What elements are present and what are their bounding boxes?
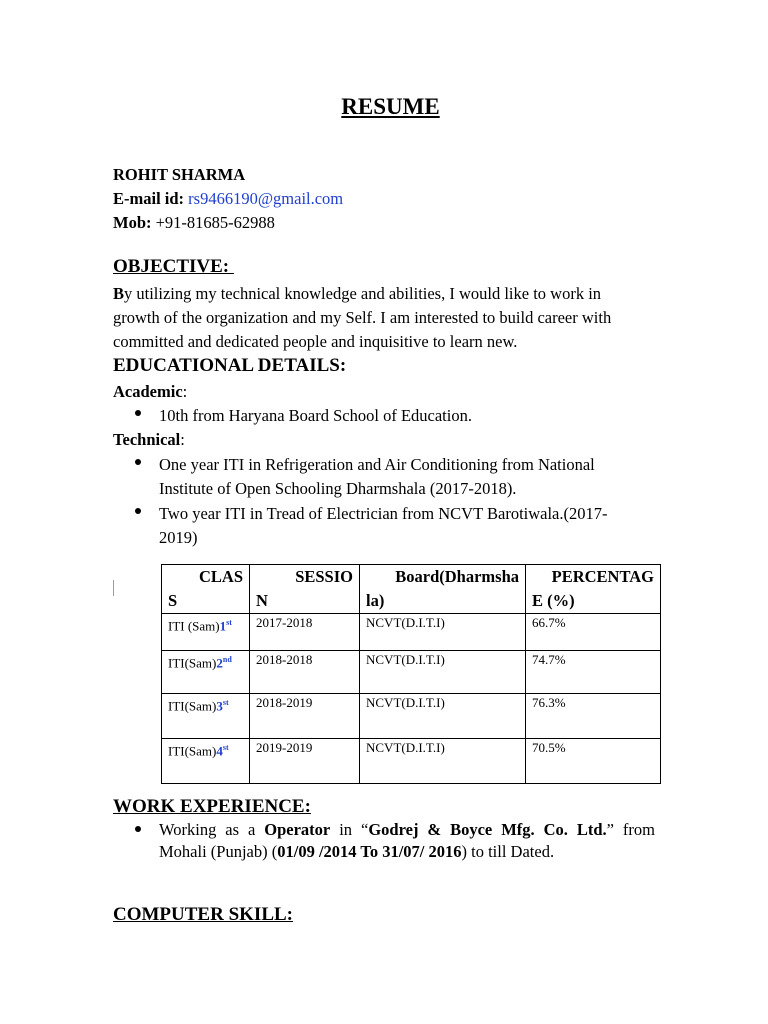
cell-session: 2017-2018 [250,614,360,651]
table-header-row [162,565,661,614]
table-row [162,694,661,739]
work-line-1: Working as a Operator in “Godrej & Boyce Mfg. Co. Ltd.” from [159,820,655,839]
email-row [113,187,343,211]
cell-class: ITI(Sam)3st [162,694,250,739]
technical-item-1-line-2: Institute of Open Schooling Dharmshala (2017-2018). [159,479,517,498]
candidate-name: ROHIT SHARMA [113,165,246,184]
header-class: CLAS S [162,565,250,614]
work-role: Operator [264,820,331,839]
table-row [162,651,661,694]
objective-heading: OBJECTIVE: [113,256,234,277]
cell-session: 2019-2019 [250,739,360,784]
objective-line-2: growth of the organization and my Self. I am interested to build career with [113,308,612,327]
cell-board: NCVT(D.I.T.I) [360,614,526,651]
technical-label: Technical [113,430,181,449]
cell-percentage: 74.7% [526,651,661,694]
cell-session: 2018-2018 [250,651,360,694]
bullet-icon [135,508,141,514]
work-line-2: Mohali (Punjab) (01/09 /2014 To 31/07/ 2016) to till Dated. [159,842,555,861]
technical-item-2-line-2: 2019) [159,528,198,547]
email-label: E-mail id: [113,189,185,208]
academic-item: 10th from Haryana Board School of Education. [159,406,472,425]
objective-text-1: y utilizing my technical knowledge and abilities, I would like to work in [124,284,602,303]
technical-item-2-line-1: Two year ITI in Tread of Electrician from NCVT Barotiwala.(2017- [159,504,608,523]
table-row [162,739,661,784]
page-title: RESUME [341,94,440,119]
cell-percentage: 70.5% [526,739,661,784]
bullet-icon [135,410,141,416]
cell-class: ITI(Sam)2nd [162,651,250,694]
objective-drop-letter: B [113,284,125,303]
education-table [161,564,661,784]
header-percentage: PERCENTAG E (%) [526,565,661,614]
cell-percentage: 66.7% [526,614,661,651]
objective-line-1 [113,282,601,306]
cell-board: NCVT(D.I.T.I) [360,651,526,694]
cell-class: ITI (Sam)1st [162,614,250,651]
cell-board: NCVT(D.I.T.I) [360,739,526,784]
work-company: Godrej & Boyce Mfg. Co. Ltd. [368,820,607,839]
mobile-label: Mob: [113,213,152,232]
table-row [162,614,661,651]
technical-item-1-line-1: One year ITI in Refrigeration and Air Conditioning from National [159,455,595,474]
bullet-icon [135,826,141,832]
work-heading: WORK EXPERIENCE: [113,796,311,817]
header-session: SESSIO N [250,565,360,614]
cell-percentage: 76.3% [526,694,661,739]
computer-skill-heading: COMPUTER SKILL: [113,904,293,925]
mobile-number: +91-81685-62988 [155,213,275,232]
email-link[interactable]: rs9466190@gmail.com [188,189,344,208]
cell-class: ITI(Sam)4st [162,739,250,784]
cell-board: NCVT(D.I.T.I) [360,694,526,739]
bullet-icon [135,459,141,465]
objective-line-3: committed and dedicated people and inquisitive to learn new. [113,332,518,351]
mobile-row [113,211,275,235]
academic-label-row: Academic: [113,382,188,401]
technical-label-row: Technical: [113,430,185,449]
academic-label: Academic [113,382,183,401]
text-cursor [113,580,114,596]
education-heading: EDUCATIONAL DETAILS: [113,355,347,376]
work-dates: 01/09 /2014 To 31/07/ 2016 [277,842,462,861]
cell-session: 2018-2019 [250,694,360,739]
header-board: Board(Dharmsha la) [360,565,526,614]
